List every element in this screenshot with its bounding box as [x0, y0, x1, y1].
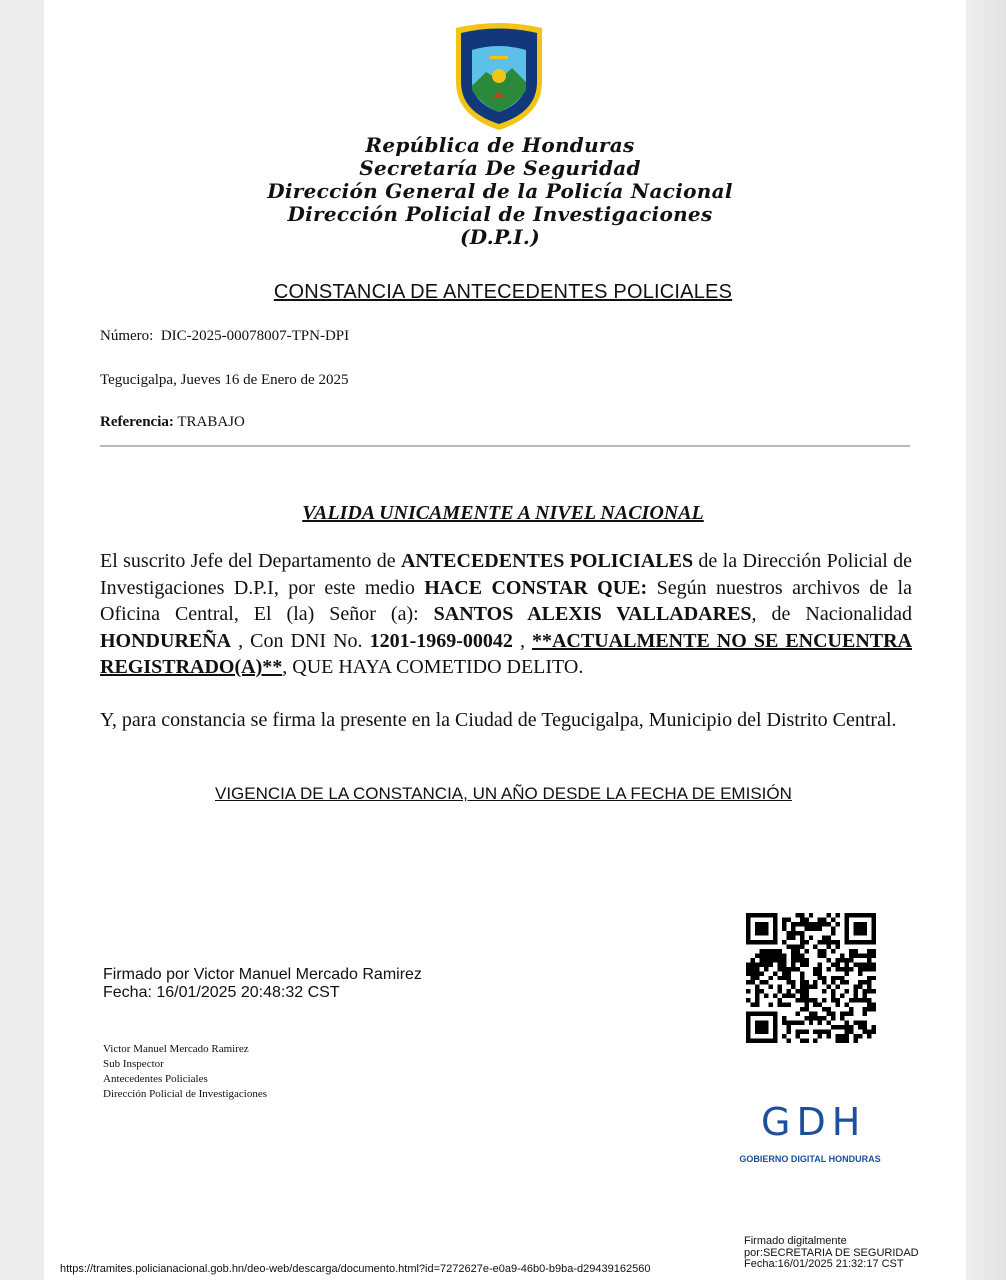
referencia-line — [100, 414, 245, 431]
signer-rank: Sub Inspector — [103, 1058, 164, 1070]
body-text: El suscrito Jefe del Departamento de — [100, 550, 401, 572]
numero-line — [100, 328, 349, 345]
body-text: , QUE HAYA COMETIDO DELITO. — [282, 656, 584, 678]
nationality: HONDUREÑA — [100, 629, 232, 652]
validity-heading: VALIDA UNICAMENTE A NIVEL NACIONAL — [302, 502, 704, 524]
signature-block — [103, 966, 422, 1002]
footer-url[interactable]: https://tramites.policianacional.gob.hn/deo-web/descarga/documento.html?id=7272627e-e0a9-46b0-b9ba-d29439162560 — [60, 1263, 651, 1275]
referencia-value: TRABAJO — [177, 414, 245, 430]
digital-line-3: Fecha:16/01/2025 21:32:17 CST — [744, 1258, 904, 1270]
department-name: ANTECEDENTES POLICIALES — [400, 550, 694, 572]
header-line-acronym: (D.P.I.) — [460, 225, 540, 249]
person-name: SANTOS ALEXIS VALLADARES — [433, 603, 752, 625]
signer-name: Victor Manuel Mercado Ramirez — [103, 1043, 249, 1055]
body-text: de la Dirección Policial de Investigaciones D.P.I, por este medio — [100, 550, 913, 599]
numero-value: DIC-2025-00078007-TPN-DPI — [160, 328, 350, 344]
referencia-label: Referencia: — [100, 414, 174, 430]
certification-paragraph — [100, 548, 912, 681]
police-badge-logo — [448, 20, 550, 132]
gdh-subtitle: GOBIERNO DIGITAL HONDURAS — [739, 1154, 881, 1164]
institution-header — [250, 134, 750, 249]
header-line-dpi: Dirección Policial de Investigaciones — [287, 202, 713, 226]
header-line-republica: República de Honduras — [365, 133, 635, 157]
body-text: , de Nacionalidad — [751, 603, 913, 625]
gdh-letters: GDH — [761, 1100, 867, 1144]
signed-date: Fecha: 16/01/2025 20:48:32 CST — [103, 984, 340, 1001]
place-date: Tegucigalpa, Jueves 16 de Enero de 2025 — [100, 372, 349, 388]
page-edge — [966, 0, 1006, 1280]
dni-number: 1201-1969-00042 — [369, 629, 513, 652]
header-line-secretaria: Secretaría De Seguridad — [359, 156, 641, 180]
closing-paragraph: Y, para constancia se firma la presente en la Ciudad de Tegucigalpa, Municipio del Distrito Central. — [100, 709, 897, 731]
digital-signature-stamp — [744, 1236, 919, 1271]
digital-line-2: por:SECRETARIA DE SEGURIDAD — [744, 1246, 919, 1259]
digital-line-1: Firmado digitalmente — [744, 1235, 847, 1247]
numero-label: Número: — [100, 328, 154, 344]
signed-by: Firmado por Victor Manuel Mercado Ramirez — [103, 966, 422, 983]
document-title: CONSTANCIA DE ANTECEDENTES POLICIALES — [273, 281, 733, 303]
body-text: Según nuestros archivos de la Oficina Central, El (la) Señor (a): — [100, 576, 912, 625]
divider — [100, 445, 910, 447]
signer-division: Dirección Policial de Investigaciones — [103, 1088, 268, 1100]
hace-constar: HACE CONSTAR QUE: — [424, 576, 648, 599]
body-text: , — [512, 629, 532, 652]
header-line-direccion-general: Dirección General de la Policía Nacional — [267, 179, 733, 203]
qr-code[interactable] — [746, 913, 876, 1043]
body-text: , Con DNI No. — [231, 629, 370, 652]
gdh-logo — [735, 1098, 885, 1168]
validity-note: VIGENCIA DE LA CONSTANCIA, UN AÑO DESDE LA FECHA DE EMISIÓN — [215, 784, 792, 803]
record-status: **ACTUALMENTE NO SE ENCUENTRA REGISTRADO(A)** — [100, 629, 912, 678]
signer-details — [103, 1042, 267, 1102]
signer-department: Antecedentes Policiales — [103, 1073, 208, 1085]
